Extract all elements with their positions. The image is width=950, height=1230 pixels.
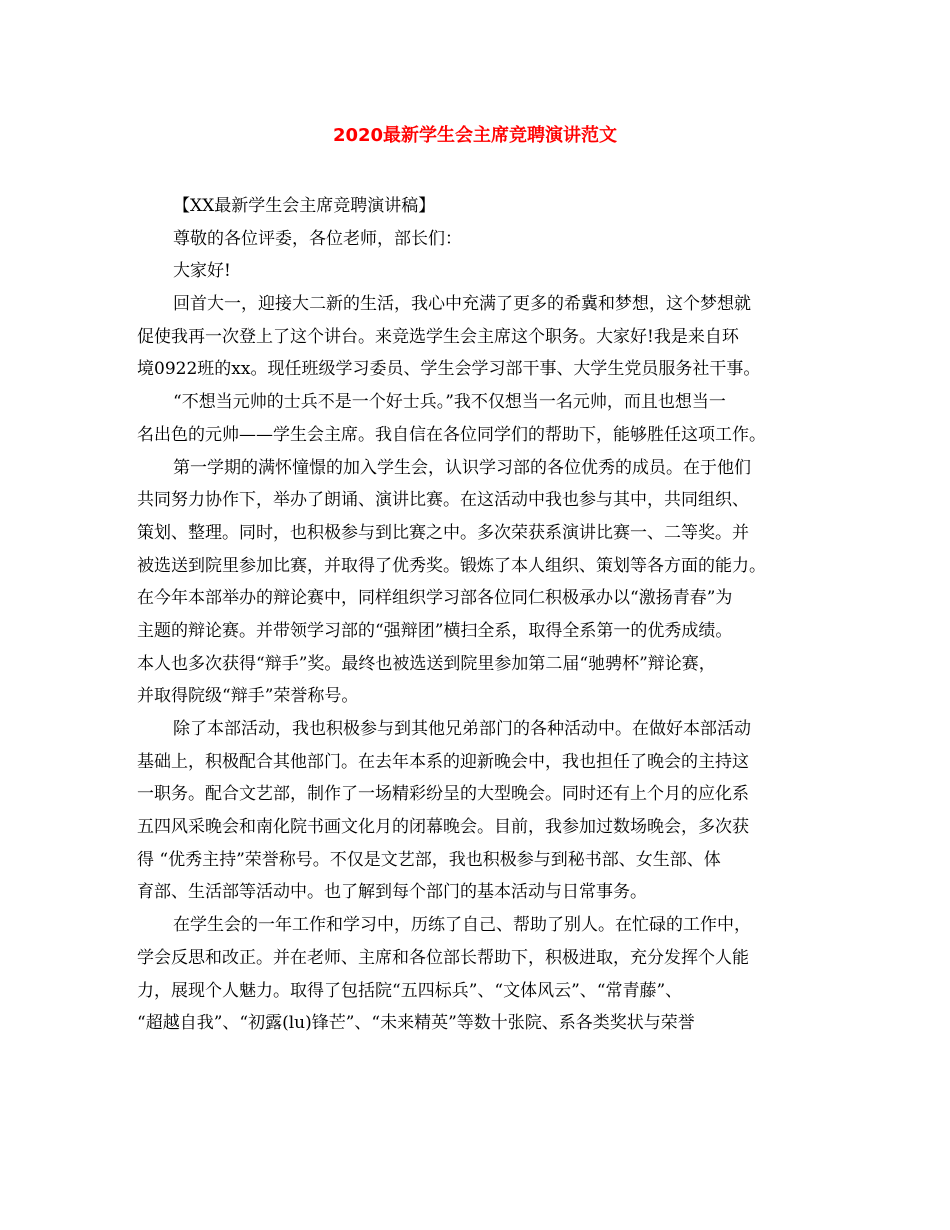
text-line: 策划、整理。同时，也积极参与到比赛之中。多次荣获系演讲比赛一、二等奖。并 — [137, 522, 749, 543]
text-line: 育部、生活部等活动中。也了解到每个部门的基本活动与日常事务。 — [137, 882, 647, 903]
text-line: 在学生会的一年工作和学习中，历练了自己、帮助了别人。在忙碌的工作中， — [173, 915, 751, 936]
text-line: 基础上，积极配合其他部门。在去年本系的迎新晚会中，我也担任了晚会的主持这 — [137, 751, 749, 772]
document-title: 2020最新学生会主席竞聘演讲范文 — [332, 125, 618, 146]
text-line: 本人也多次获得“辩手”奖。最终也被选送到院里参加第二届“驰骋杯”辩论赛， — [137, 653, 716, 674]
text-line: 促使我再一次登上了这个讲台。来竞选学生会主席这个职务。大家好!我是来自环 — [137, 326, 739, 347]
text-line: “不想当元帅的士兵不是一个好士兵。”我不仅想当一名元帅，而且也想当一 — [173, 392, 726, 413]
text-line: 境0922班的xx。现任班级学习委员、学生会学习部干事、大学生党员服务社干事。 — [137, 359, 761, 380]
text-line: 【XX最新学生会主席竞聘演讲稿】 — [173, 196, 436, 216]
text-line: 在今年本部举办的辩论赛中，同样组织学习部各位同仁积极承办以“激扬青春”为 — [137, 588, 733, 609]
text-line: 被选送到院里参加比赛，并取得了优秀奖。锻炼了本人组织、策划等各方面的能力。 — [137, 555, 766, 576]
text-line: 并取得院级“辩手”荣誉称号。 — [137, 686, 359, 707]
text-line: 力，展现个人魅力。取得了包括院“五四标兵”、“文体风云”、“常青藤”、 — [137, 980, 683, 1001]
document-body — [137, 190, 827, 1040]
text-line: 名出色的元帅——学生会主席。我自信在各位同学们的帮助下，能够胜任这项工作。 — [137, 424, 766, 445]
text-line: 五四风采晚会和南化院书画文化月的闭幕晚会。目前，我参加过数场晚会，多次获 — [137, 817, 749, 838]
text-line: 回首大一，迎接大二新的生活，我心中充满了更多的希冀和梦想，这个梦想就 — [173, 294, 751, 315]
text-line: 尊敬的各位评委，各位老师，部长们： — [173, 228, 462, 249]
text-line: 共同努力协作下，举办了朗诵、演讲比赛。在这活动中我也参与其中，共同组织、 — [137, 490, 749, 511]
text-line: 除了本部活动，我也积极参与到其他兄弟部门的各种活动中。在做好本部活动 — [173, 719, 751, 739]
text-line: 一职务。配合文艺部，制作了一场精彩纷呈的大型晚会。同时还有上个月的应化系 — [137, 784, 749, 805]
text-line: 主题的辩论赛。并带领学习部的“强辩团”横扫全系，取得全系第一的优秀成绩。 — [137, 620, 733, 641]
text-line: 第一学期的满怀憧憬的加入学生会，认识学习部的各位优秀的成员。在于他们 — [173, 457, 751, 478]
text-line: 得 “优秀主持”荣誉称号。不仅是文艺部，我也积极参与到秘书部、女生部、体 — [137, 849, 721, 870]
text-line: 大家好! — [173, 261, 231, 282]
text-line: “超越自我”、“初露(lu)锋芒”、“未来精英”等数十张院、系各类奖状与荣誉 — [137, 1013, 695, 1034]
text-line: 学会反思和改正。并在老师、主席和各位部长帮助下，积极进取，充分发挥个人能 — [137, 947, 749, 968]
